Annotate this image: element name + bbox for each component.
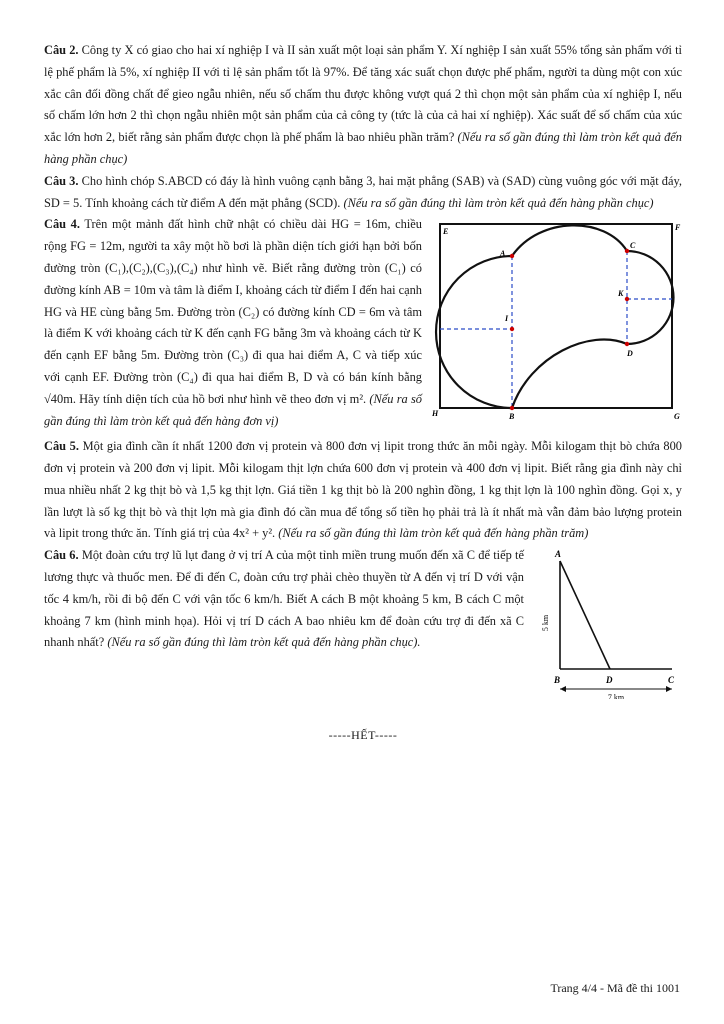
question-label: Câu 4. [44, 217, 80, 232]
rounding-note: (Nếu ra số gần đúng thì làm tròn kết quả đến hàng phần trăm) [278, 526, 589, 541]
point-d [625, 342, 629, 346]
label-c: C [668, 675, 675, 686]
question-2 [44, 40, 682, 171]
rounding-note: (Nếu ra số gần đúng thì làm tròn kết quả đến hàng phần chục). [107, 635, 421, 650]
label-a: A [500, 249, 506, 259]
point-k [625, 297, 629, 301]
question-label: Câu 2. [44, 43, 79, 57]
arrow-right-icon [666, 686, 672, 692]
point-b [510, 406, 514, 410]
triangle-figure [532, 547, 682, 707]
label-g: G [674, 412, 680, 422]
rounding-note: (Nếu ra số gần đúng thì làm tròn kết quả đến hàng phần chục) [343, 195, 654, 210]
rounding-note: (Nếu ra số gần đúng thì làm tròn kết quả đến hàng phần chục) [44, 130, 683, 166]
pool-diagram [430, 216, 682, 424]
label-c: C [630, 241, 636, 251]
label-ab-length: 5 km [541, 615, 550, 632]
question-body: Một đoàn cứu trợ lũ lụt đang ở vị trí A của một tỉnh miền trung muốn đến xã C để tiếp tế lương thực và thuốc men. Để đi đến C, đoàn cứu trợ phải chèo thuyền từ A đến vị trí D với vận tốc 4 km/h, rồi đi bộ đến C với vận tốc 6 km/h. Biết A cách B một khoảng 5 km, B cách C một khoảng 7 km (hình minh họa). Hỏi vị trí D cách A bao nhiêu km để đoàn cứu trợ đi đến xã C nhanh nhất? [44, 548, 524, 650]
circle-c3-arc [512, 226, 627, 257]
point-c [625, 249, 629, 253]
segment-ad [560, 561, 610, 669]
question-3 [44, 171, 682, 215]
label-b: B [554, 675, 561, 686]
rounding-note: (Nếu ra số gần đúng thì làm tròn kết quả đến hàng đơn vị) [44, 391, 422, 428]
page-footer: Trang 4/4 - Mã đề thi 1001 [550, 981, 680, 995]
question-label: Câu 5. [44, 439, 79, 454]
exam-page [44, 40, 682, 747]
triangle-diagram [532, 547, 682, 699]
label-f: F [675, 223, 681, 233]
question-body: Một gia đình cần ít nhất 1200 đơn vị protein và 800 đơn vị lipit trong thức ăn mỗi ngày. Mỗi kilogam thịt bò chứa 800 đơn vị protein và 200 đơn vị lipit. Mỗi kilogam thịt lợn chứa 600 đơn vị protein và 400 đơn vị lipit. Biết rằng gia đình này chỉ mua nhiều nhất 2 kg thịt bò và 1,5 kg thịt lợn. Giá tiền 1 kg thịt bò là 200 nghìn đồng, 1 kg thịt lợn là 100 nghìn đồng. Gọi x, y lần lượt là số kg thịt bò và thịt lợn mà gia đình đó cần mua để tổng số tiền họ phải trả là ít nhất mà vẫn đảm bảo lượng protein và lipit trong thức ăn. Tính giá trị của 4x² + y². [44, 439, 682, 541]
circle-c1-arc [436, 256, 512, 408]
label-b: B [509, 412, 515, 422]
point-a [510, 254, 514, 258]
circle-c2-arc [627, 251, 674, 344]
label-d: D [606, 675, 613, 686]
question-body: Trên một mảnh đất hình chữ nhật có chiều dài HG = 16m, chiều rộng FG = 12m, người ta xây một hồ bơi là phần diện tích giới hạn bởi bốn đường tròn (C₁),(C₂),(C₃),(C₄) như hình vẽ. Biết rằng đường tròn (C₁) có đường kính AB = 10m và tâm là điểm I, khoảng cách từ điểm I đến hai cạnh HG và HE cùng bằng 5m. Đường tròn (C₂) có đường kính CD = 6m và tâm là điểm K với khoảng cách từ K đến cạnh FG bằng 3m và khoảng cách từ K đến cạnh EF bằng 5m. Đường tròn (C₃) đi qua hai điểm A, C và tiếp xúc với cạnh EF. Đường tròn (C₄) đi qua hai điểm B, D và có bán kính bằng √40m. Hãy tính diện tích của hồ bơi như hình vẽ theo đơn vị m². [44, 217, 423, 406]
circle-c4-arc [512, 340, 627, 408]
point-i [510, 327, 514, 331]
question-body: Công ty X có giao cho hai xí nghiệp I và II sản xuất một loại sản phẩm Y. Xí nghiệp I sản xuất 55% tổng sản phẩm với tỉ lệ phế phẩm là 5%, xí nghiệp II với tỉ lệ sản phẩm tốt là 97%. Để tăng xác suất chọn được phế phẩm, người ta dùng một con xúc xắc cân đối đồng chất để gieo ngẫu nhiên, nếu số chấm thu được không vượt quá 2 thì chọn một sản phẩm của xí nghiệp I, nếu số chấm lớn hơn 2 thì chọn ngẫu nhiên một sản phẩm của cả công ty (tức là của cả hai xí nghiệp). Xác suất để số chấm của xúc xắc lớn hơn 2, biết rằng sản phẩm được chọn là phế phẩm là bao nhiêu phần trăm? [44, 43, 682, 145]
label-bc-length: 7 km [607, 693, 625, 700]
label-k: K [618, 289, 624, 299]
question-label: Câu 3. [44, 173, 79, 188]
arrow-left-icon [560, 686, 566, 692]
label-a: A [555, 549, 562, 560]
end-marker: -----HẾT----- [328, 727, 398, 742]
question-body: Cho hình chóp S.ABCD có đáy là hình vuông cạnh bằng 3, hai mặt phẳng (SAB) và (SAD) cùng vuông góc với mặt đáy, SD = 5. Tính khoảng cách từ điểm A đến mặt phẳng (SCD). [44, 173, 682, 210]
question-5 [44, 436, 682, 545]
label-e: E [443, 227, 449, 237]
question-label: Câu 6. [44, 548, 79, 563]
pool-figure [430, 216, 682, 432]
label-i: I [505, 314, 509, 324]
label-h: H [432, 409, 439, 419]
label-d: D [627, 349, 633, 359]
